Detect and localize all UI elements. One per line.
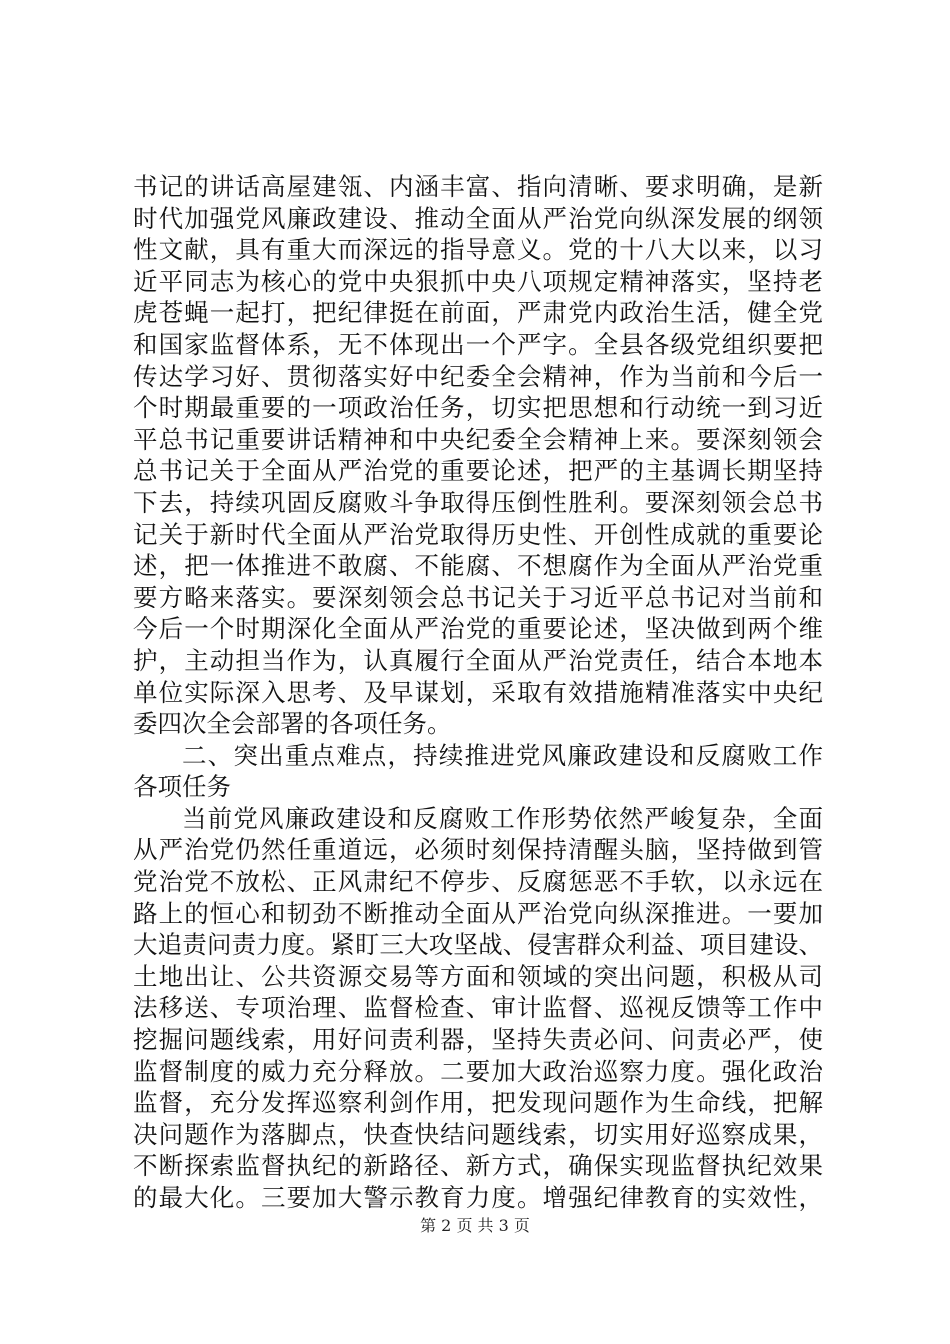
text-line: 的最大化。三要加大警示教育力度。增强纪律教育的实效性，: [133, 1183, 823, 1212]
page-number-label: 第 2 页 共 3 页: [420, 1216, 530, 1235]
text-line: 述，把一体推进不敢腐、不能腐、不想腐作为全面从严治党重: [133, 551, 823, 581]
text-line: 记关于新时代全面从严治党取得历史性、开创性成就的重要论: [133, 519, 823, 549]
text-line: 挖掘问题线索，用好问责利器，坚持失责必问、问责必严，使: [133, 1025, 823, 1055]
text-line: 平总书记重要讲话精神和中央纪委全会精神上来。要深刻领会: [133, 424, 823, 454]
text-line: 法移送、专项治理、监督检查、审计监督、巡视反馈等工作中: [133, 993, 823, 1023]
text-line: 党治党不放松、正风肃纪不停步、反腐惩恶不手软，以永远在: [133, 867, 823, 897]
text-line: 下去，持续巩固反腐败斗争取得压倒性胜利。要深刻领会总书: [133, 487, 823, 517]
text-line: 传达学习好、贯彻落实好中纪委全会精神，作为当前和今后一: [133, 361, 823, 391]
text-line: 委四次全会部署的各项任务。: [133, 709, 452, 739]
text-line: 不断探索监督执纪的新路径、新方式，确保实现监督执纪效果: [133, 1151, 823, 1181]
section-heading-line: 二、突出重点难点，持续推进党风廉政建设和反腐败工作: [182, 740, 823, 770]
text-line: 书记的讲话高屋建瓴、内涵丰富、指向清晰、要求明确，是新: [133, 172, 823, 201]
text-line: 监督，充分发挥巡察利剑作用，把发现问题作为生命线，把解: [133, 1088, 823, 1118]
text-line: 时代加强党风廉政建设、推动全面从严治党向纵深发展的纲领: [133, 203, 823, 233]
text-line: 路上的恒心和韧劲不断推动全面从严治党向纵深推进。一要加: [133, 898, 823, 928]
document-body: [133, 171, 823, 1214]
text-line: 虎苍蝇一起打，把纪律挺在前面，严肃党内政治生活，健全党: [133, 298, 823, 328]
text-line: 土地出让、公共资源交易等方面和领域的突出问题，积极从司: [133, 961, 823, 991]
text-line: 个时期最重要的一项政治任务，切实把思想和行动统一到习近: [133, 393, 823, 423]
text-line: 单位实际深入思考、及早谋划，采取有效措施精准落实中央纪: [133, 677, 823, 707]
section-heading-line: 各项任务: [133, 772, 231, 802]
text-line: 从严治党仍然任重道远，必须时刻保持清醒头脑，坚持做到管: [133, 835, 823, 865]
text-line: 监督制度的威力充分释放。二要加大政治巡察力度。强化政治: [133, 1056, 823, 1086]
text-line: 和国家监督体系，无不体现出一个严字。全县各级党组织要把: [133, 329, 823, 359]
text-line: 今后一个时期深化全面从严治党的重要论述，坚决做到两个维: [133, 614, 823, 644]
text-line: 近平同志为核心的党中央狠抓中央八项规定精神落实，坚持老: [133, 266, 823, 296]
text-line: 要方略来落实。要深刻领会总书记关于习近平总书记对当前和: [133, 582, 823, 612]
text-line: 当前党风廉政建设和反腐败工作形势依然严峻复杂，全面: [182, 803, 823, 833]
text-line: 总书记关于全面从严治党的重要论述，把严的主基调长期坚持: [133, 456, 823, 486]
page-footer: [0, 1216, 950, 1236]
text-line: 性文献，具有重大而深远的指导意义。党的十八大以来，以习: [133, 235, 823, 265]
text-line: 大追责问责力度。紧盯三大攻坚战、侵害群众利益、项目建设、: [133, 930, 823, 960]
text-line: 护，主动担当作为，认真履行全面从严治党责任，结合本地本: [133, 645, 823, 675]
text-line: 决问题作为落脚点，快查快结问题线索，切实用好巡察成果，: [133, 1119, 823, 1149]
